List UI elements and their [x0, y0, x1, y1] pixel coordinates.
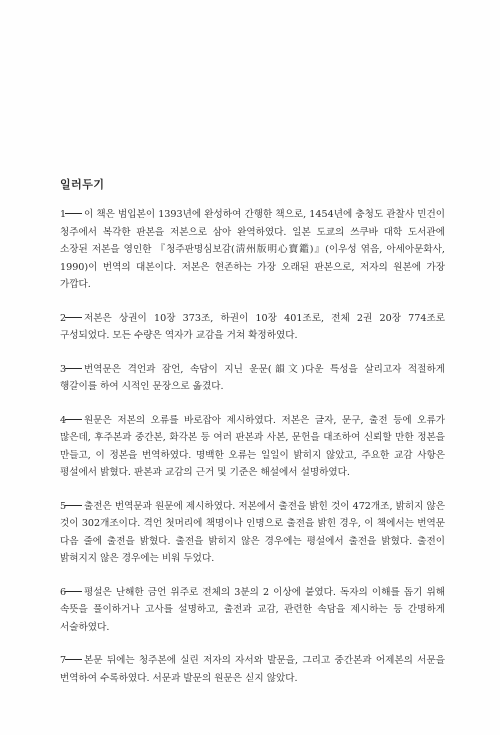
section-heading: 일러두기 — [60, 178, 105, 191]
note-text: 이 책은 범입본이 1393년에 완성하여 간행한 책으로, 1454년에 충청도 관찰사 민건이 청주에서 복각한 판본을 저본으로 삼아 완역하였다. 일본 도쿄의 쓰쿠바 대학 도서관에 소장된 저본을 영인한 『청주판명심보감(淸州版明心寶鑑)』(이우성 엮음, 아세아문화사, 1990)이 번역의 대본이다. 저본은 현존하는 가장 오래된 판본으로, 저자의 원본에 가장 가깝다. — [60, 209, 445, 290]
number-rule — [65, 213, 82, 214]
note-number: 7 — [60, 655, 67, 666]
note-item — [60, 652, 445, 687]
note-number: 4 — [60, 414, 67, 426]
note-text: 평설은 난해한 금언 위주로 전체의 3분의 2 이상에 붙였다. 독자의 이해를 돕기 위해 속뜻을 풀이하거나 고사를 설명하고, 출전과 교감, 관련한 속담을 제시하는 등 간명하게 서술하였다. — [60, 586, 445, 633]
number-rule — [65, 591, 82, 592]
notes-list — [60, 206, 445, 703]
note-item — [60, 206, 445, 294]
number-rule — [65, 368, 82, 369]
note-number: 2 — [60, 312, 67, 324]
note-item — [60, 584, 445, 637]
number-rule — [65, 317, 82, 318]
note-item — [60, 498, 445, 568]
number-rule — [65, 505, 82, 506]
number-rule — [65, 659, 82, 660]
note-text: 번역문은 격언과 잠언, 속담이 지닌 운문(韻文)다운 특성을 살리고자 적절하게 행갈이를 하여 시적인 문장으로 옮겼다. — [60, 363, 445, 392]
note-item — [60, 310, 445, 345]
note-text: 원문은 저본의 오류를 바로잡아 제시하였다. 저본은 글자, 문구, 출전 등에 오류가 많은데, 후주본과 중간본, 화각본 등 여러 판본과 사본, 문헌을 대조하여 신뢰할 만한 정본을 만들고, 이 정본을 번역하였다. 명백한 오류는 일일이 밝히지 않았고, 주요한 교감 사항은 평설에서 밝혔다. 판본과 교감의 근거 및 기준은 해설에서 설명하였다. — [60, 414, 445, 478]
note-number: 6 — [60, 586, 67, 598]
note-text: 저본은 상권이 10장 373조, 하권이 10장 401조로, 전체 2권 20장 774조로 구성되었다. 모든 수량은 역자가 교감을 거쳐 확정하였다. — [60, 312, 445, 341]
note-number: 5 — [60, 500, 67, 512]
note-text: 본문 뒤에는 청주본에 실린 저자의 자서와 발문을, 그리고 중간본과 어제본의 서문을 번역하여 수록하였다. 서문과 발문의 원문은 싣지 않았다. — [60, 655, 445, 684]
note-text: 출전은 번역문과 원문에 제시하였다. 저본에서 출전을 밝힌 것이 472개조, 밝히지 않은 것이 302개조이다. 격언 첫머리에 책명이나 인명으로 출전을 밝힌 경우, 이 책에서는 번역문 다음 줄에 출전을 밝혔다. 출전을 밝히지 않은 경우에는 평설에서 출전을 밝혔다. 출전이 밝혀지지 않은 경우에는 비워 두었다. — [60, 500, 445, 564]
note-number: 1 — [60, 209, 67, 220]
note-item — [60, 412, 445, 482]
number-rule — [65, 419, 82, 420]
note-item — [60, 361, 445, 396]
note-number: 3 — [60, 363, 67, 375]
